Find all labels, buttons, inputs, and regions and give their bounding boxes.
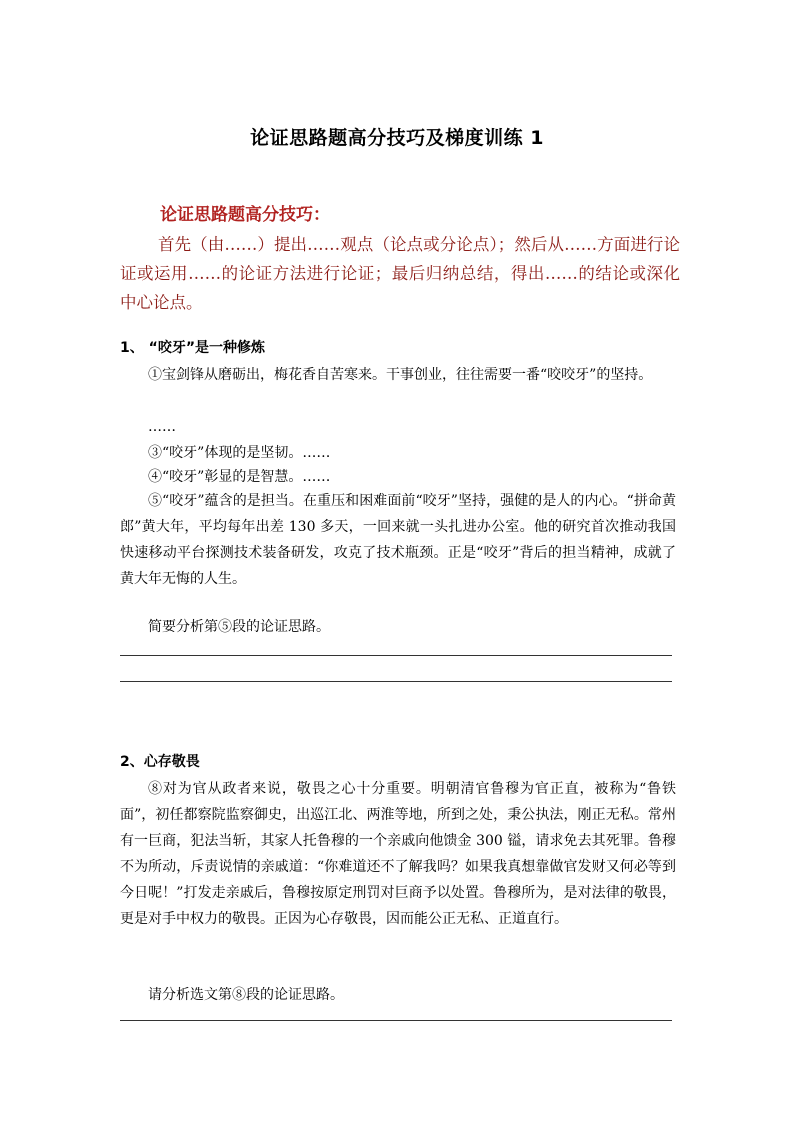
section-1-answer-line-1[interactable] <box>120 655 672 656</box>
section-1-heading: 1、 “咬牙”是一种修炼 <box>120 340 266 356</box>
section-1-paragraph-5: ⑤“咬牙”蕴含的是担当。在重压和困难面前“咬牙”坚持，强健的是人的内心。“拼命黄郎”黄大年，平均每年出差 130 多天，一回来就一头扎进办公室。他的研究首次推动我国快速移动平台探测技术装备研发，攻克了技术瓶颈。正是“咬牙”背后的担当精神，成就了黄大年无悔的人生。 <box>120 493 676 587</box>
section-2-question: 请分析选文第⑧段的论证思路。 <box>148 987 344 1003</box>
section-1-paragraph-4: ④“咬牙”彰显的是智慧。…… <box>148 469 331 485</box>
document-title: 论证思路题高分技巧及梯度训练 1 <box>250 127 544 149</box>
section-1-question: 简要分析第⑤段的论证思路。 <box>148 619 330 635</box>
section-1-answer-line-2[interactable] <box>120 681 672 682</box>
section-1-paragraph-1: ①宝剑锋从磨砺出，梅花香自苦寒来。干事创业，往往需要一番“咬咬牙”的坚持。 <box>148 367 653 383</box>
section-2-heading: 2、心存敬畏 <box>120 754 200 770</box>
tips-heading: 论证思路题高分技巧： <box>160 205 330 225</box>
section-1-paragraph-3: ③“咬牙”体现的是坚韧。…… <box>148 445 331 461</box>
section-1-ellipsis: …… <box>148 419 176 435</box>
section-2-paragraph-8: ⑧对为官从政者来说，敬畏之心十分重要。明朝清官鲁穆为官正直，被称为“鲁铁面”，初任都察院监察御史，出巡江北、两淮等地，所到之处，秉公执法，刚正无私。常州有一巨商，犯法当斩，其家人托鲁穆的一个亲戚向他馈金 300 镒，请求免去其死罪。鲁穆不为所动，斥责说情的亲戚道：“你难道还不了解我吗？如果我真想靠做官发财又何必等到今日呢！”打发走亲戚后，鲁穆按原定刑罚对巨商予以处置。鲁穆所为，是对法律的敬畏，更是对手中权力的敬畏。正因为心存敬畏，因而能公正无私、正道直行。 <box>120 781 676 927</box>
section-2-answer-line-1[interactable] <box>120 1020 672 1021</box>
tips-body: 首先（由……）提出……观点（论点或分论点）；然后从……方面进行论证或运用……的论证方法进行论证；最后归纳总结，得出……的结论或深化中心论点。 <box>120 235 680 312</box>
